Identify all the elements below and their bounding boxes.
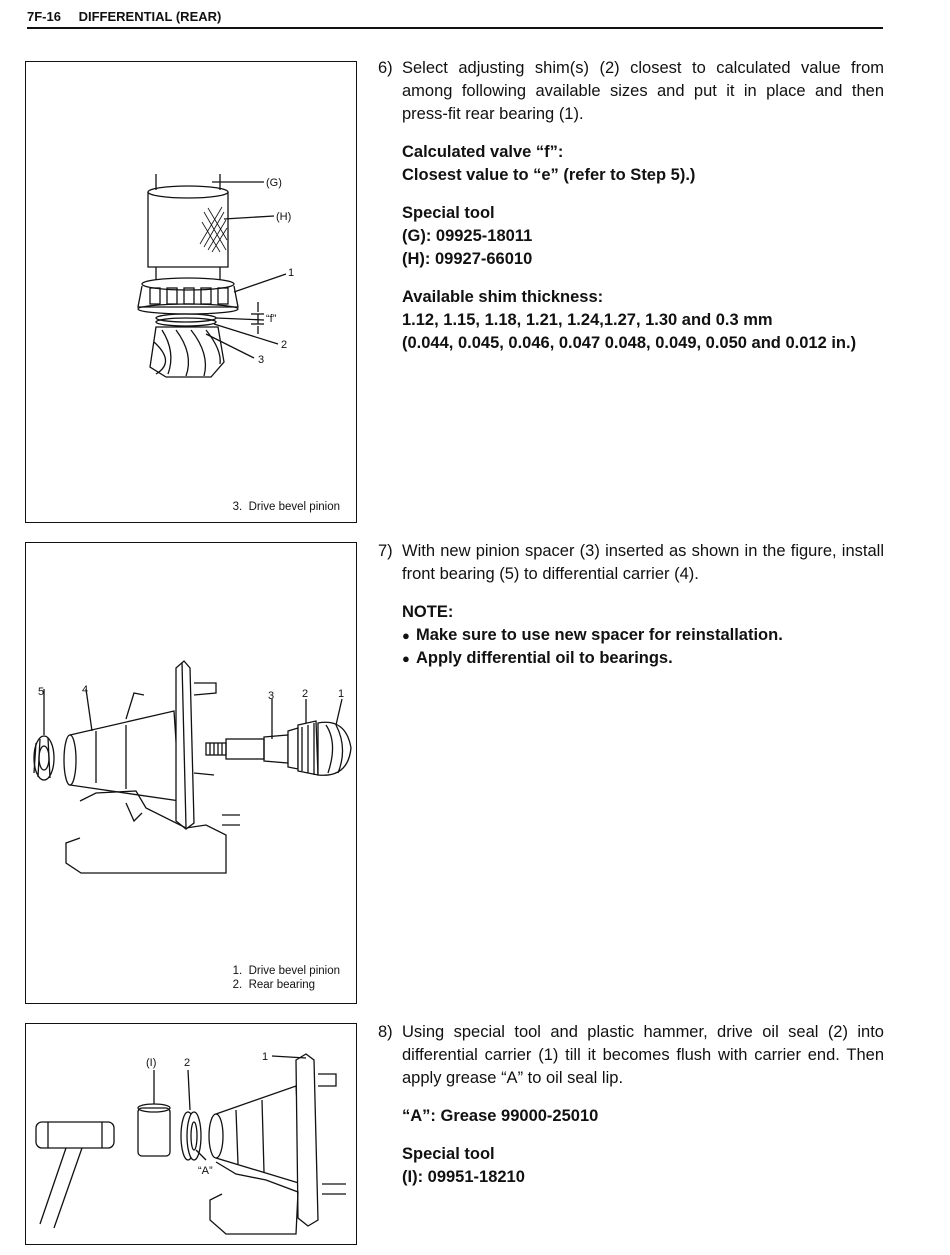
label-2: 2 xyxy=(281,339,288,351)
step-7-text: 7) With new pinion spacer (3) inserted as shown in the figure, install front bearing (5) to differential carrier (4). xyxy=(378,542,884,583)
label-2: 2 xyxy=(302,688,309,700)
grease-block: “A”: Grease 99000-25010 xyxy=(402,1107,599,1125)
calculated-value-block: Calculated valve “f”: Closest value to “e” (refer to Step 5).) xyxy=(402,143,696,184)
step-6-text: 6) Select adjusting shim(s) (2) closest to calculated value from among following available sizes and put it in place and then press-fit rear bearing (1). xyxy=(378,59,884,123)
label-1: 1 xyxy=(338,688,345,700)
section-title: DIFFERENTIAL (REAR) xyxy=(78,9,222,24)
figure-shim-install xyxy=(25,61,357,523)
note-bullet: ● Apply differential oil to bearings. xyxy=(402,647,884,670)
step-7 xyxy=(378,540,884,670)
step-8 xyxy=(378,1021,884,1189)
figure-oil-seal xyxy=(25,1023,357,1245)
label-a: “A” xyxy=(198,1165,213,1177)
note-bullet: ● Make sure to use new spacer for reinstallation. xyxy=(402,624,884,647)
label-5: 5 xyxy=(38,686,45,698)
figure-legend xyxy=(233,500,340,514)
label-3: 3 xyxy=(268,690,275,702)
shim-thickness-block: Available shim thickness: 1.12, 1.15, 1.18, 1.21, 1.24,1.27, 1.30 and 0.3 mm (0.044, 0.045, 0.046, 0.047 0.048, 0.049, 0.050 and 0.012 in.) xyxy=(402,288,857,352)
label-i: (I) xyxy=(146,1057,157,1069)
label-3: 3 xyxy=(258,354,265,366)
step-number: 7) xyxy=(378,542,393,560)
figure-front-bearing xyxy=(25,542,357,1004)
shim-install-illustration xyxy=(26,62,356,522)
legend-item: 3. Drive bevel pinion xyxy=(232,501,340,513)
step-6 xyxy=(378,57,884,355)
figure-legend xyxy=(233,964,340,992)
step-number: 6) xyxy=(378,59,393,77)
oil-seal-illustration xyxy=(26,1024,356,1244)
legend-item: 1. Drive bevel pinion xyxy=(232,965,340,977)
step-8-text: 8) Using special tool and plastic hammer, drive oil seal (2) into differential carrier (1) till it becomes flush with carrier end. Then apply grease “A” to oil seal lip. xyxy=(378,1023,884,1087)
label-2: 2 xyxy=(184,1057,191,1069)
legend-item: 2. Rear bearing xyxy=(232,979,316,991)
label-4: 4 xyxy=(82,684,89,696)
special-tool-block: Special tool (G): 09925-18011 (H): 09927-66010 xyxy=(402,204,533,268)
special-tool-block: Special tool (I): 09951-18210 xyxy=(402,1145,525,1186)
page-header xyxy=(27,9,883,29)
front-bearing-illustration xyxy=(26,543,356,1003)
label-g: (G) xyxy=(266,177,282,189)
label-1: 1 xyxy=(262,1051,269,1063)
page-code: 7F-16 xyxy=(27,9,61,24)
label-1: 1 xyxy=(288,267,295,279)
step-number: 8) xyxy=(378,1023,393,1041)
label-h: (H) xyxy=(276,211,292,223)
note-block: NOTE: ● Make sure to use new spacer for reinstallation. ● Apply differential oil to bearings. xyxy=(402,601,884,670)
label-f: “f” xyxy=(266,313,277,325)
